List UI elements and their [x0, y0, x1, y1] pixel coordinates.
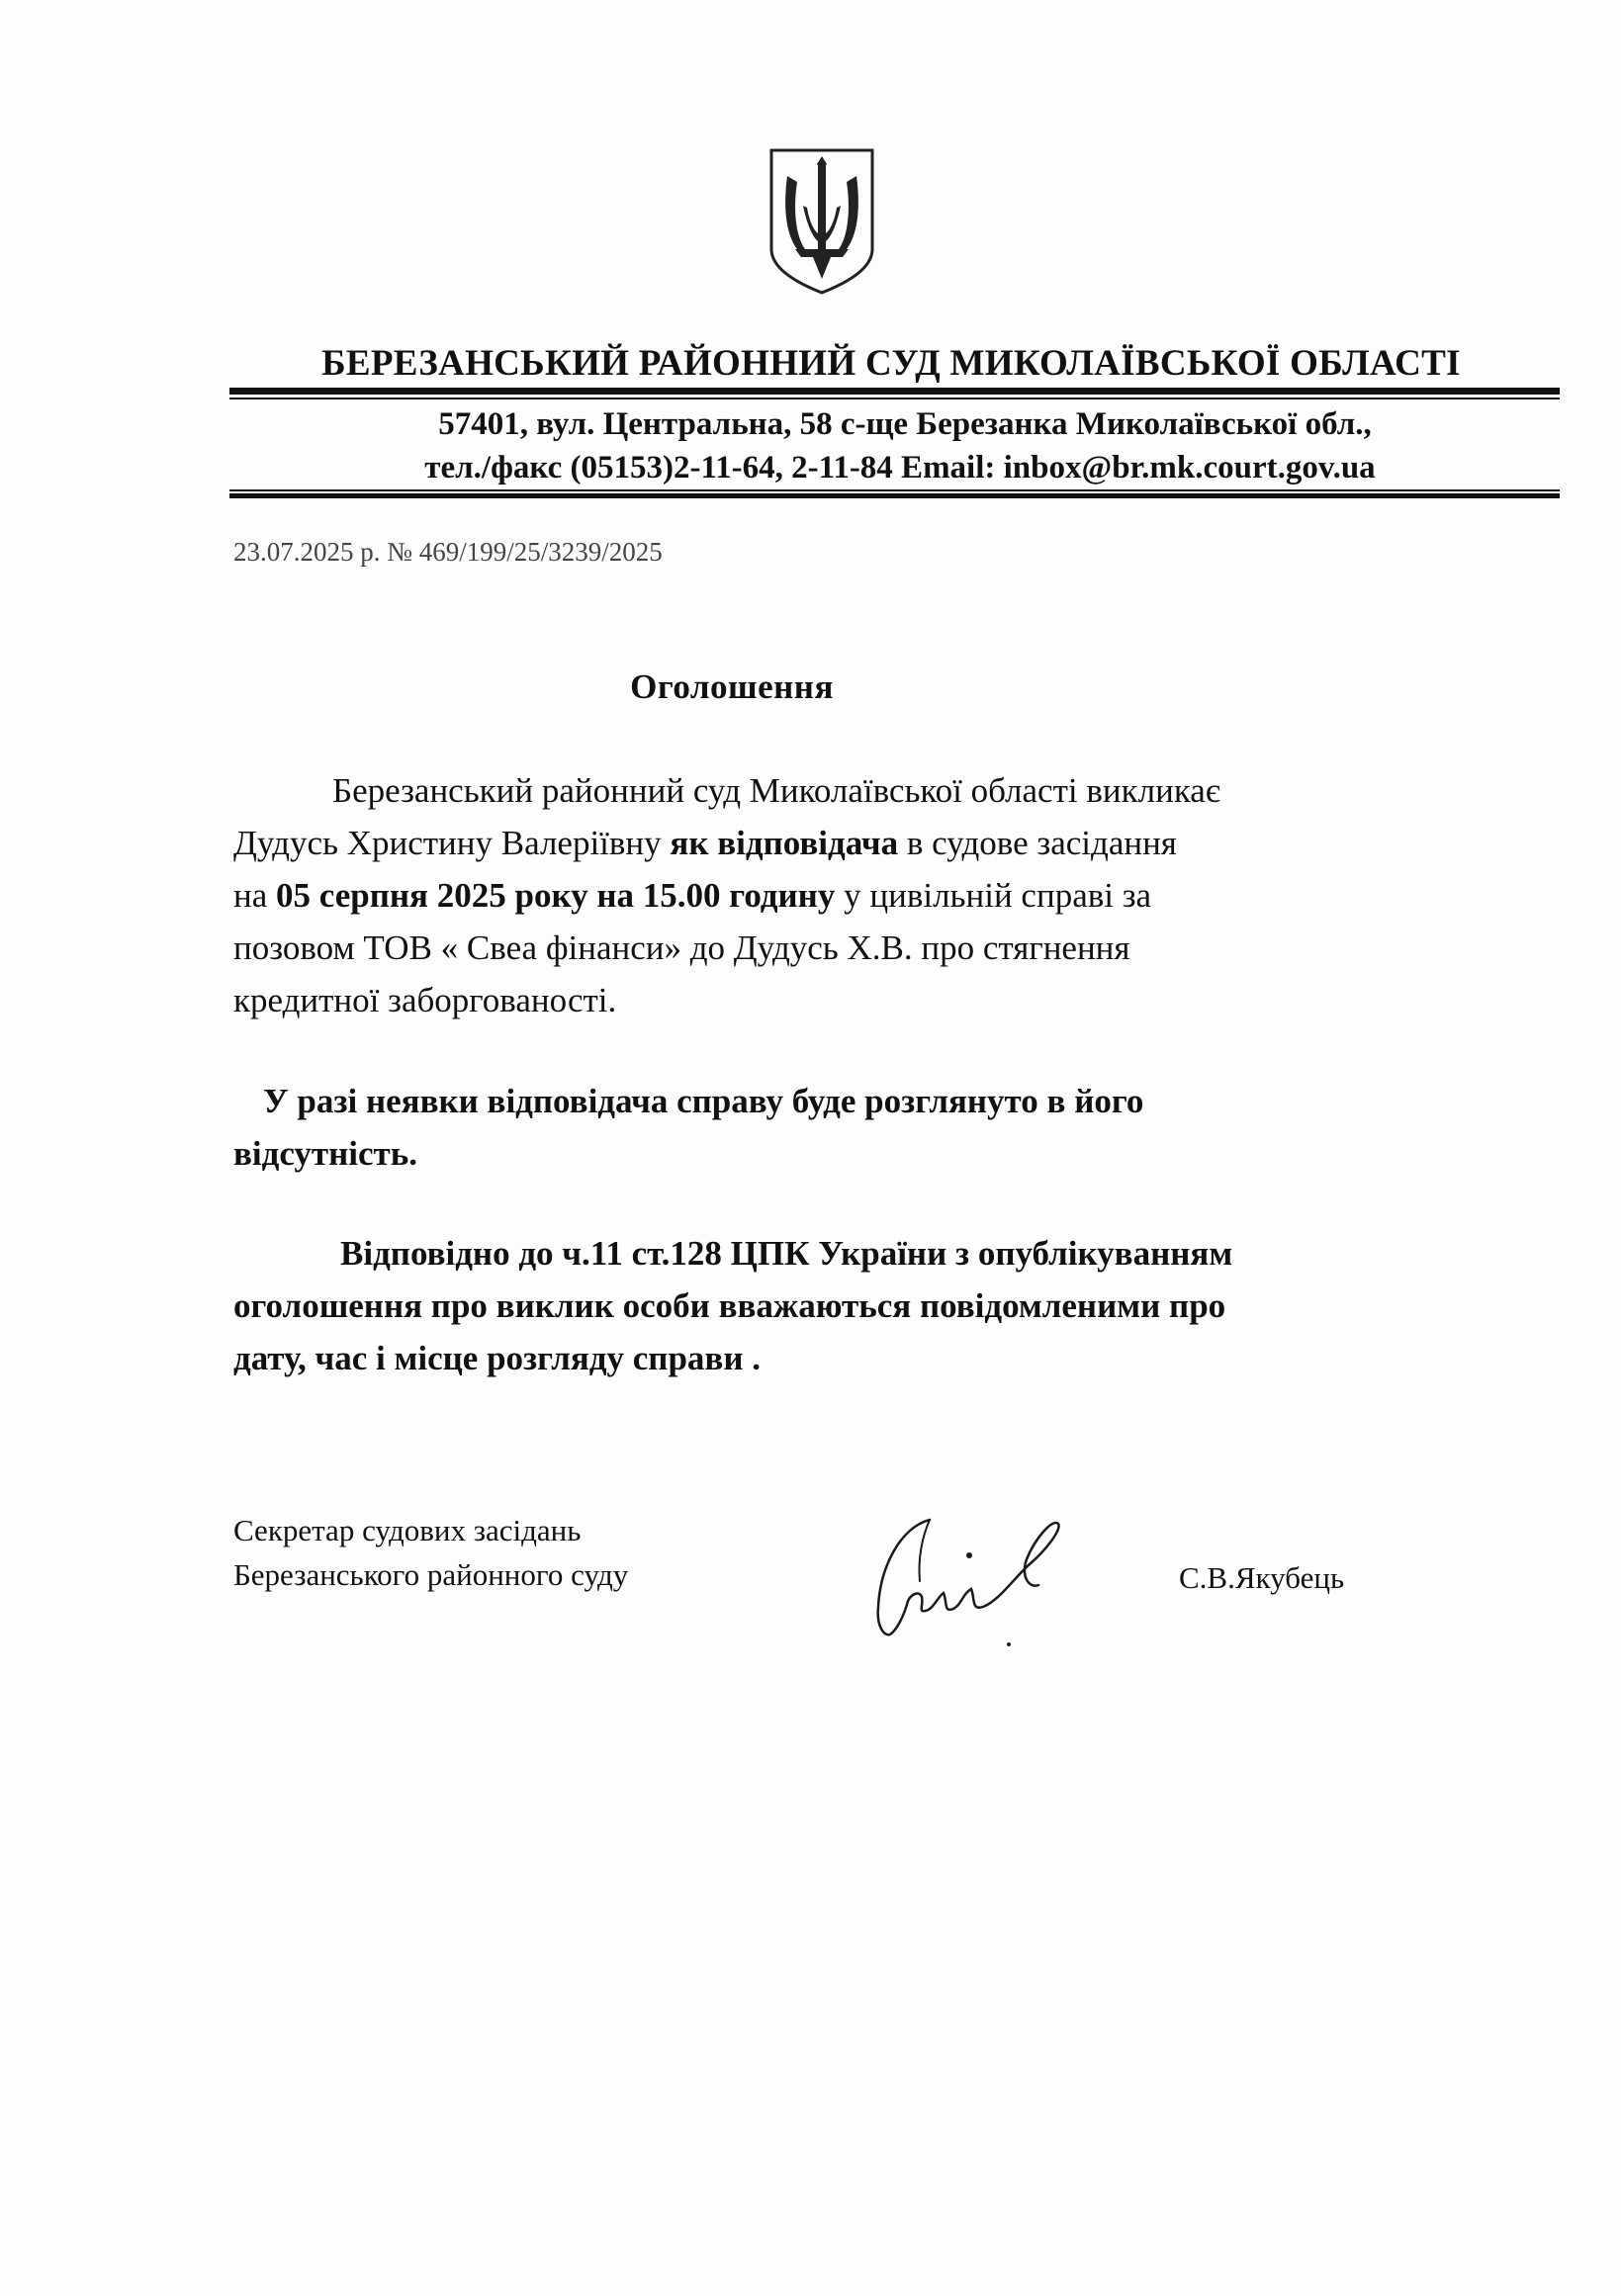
court-address: 57401, вул. Центральна, 58 с-ще Березанка Миколаївської обл.,: [438, 406, 1372, 442]
paragraph-line: Відповідно до ч.11 ст.128 ЦПК України з опублікуванням: [340, 1234, 1233, 1273]
paragraph-line: кредитної заборгованості.: [233, 981, 617, 1019]
legal-basis-paragraph: [233, 1227, 1519, 1384]
absence-warning-paragraph: [233, 1075, 1480, 1180]
signatory-title: [233, 1508, 628, 1597]
summons-paragraph: [233, 764, 1480, 1026]
coat-of-arms-emblem: [767, 146, 876, 297]
signatory-title-line: Березанського районного суду: [233, 1557, 629, 1592]
document-reference: 23.07.2025 р. № 469/199/25/3239/2025: [233, 537, 663, 567]
court-name: БЕРЕЗАНСЬКИЙ РАЙОННИЙ СУД МИКОЛАЇВСЬКОЇ ОБЛАСТІ: [321, 343, 1461, 384]
signatory-name: С.В.Якубець: [1179, 1560, 1345, 1595]
paragraph-line: позовом ТОВ « Свеа фінанси» до Дудусь Х.В. про стягнення: [233, 928, 1130, 967]
court-contacts: тел./факс (05153)2-11-64, 2-11-84 Email: inbox@br.mk.court.gov.ua: [424, 450, 1376, 486]
header-divider: [229, 493, 1560, 498]
paragraph-line: дату, час і місце розгляду справи .: [233, 1339, 761, 1377]
paragraph-line: Дудусь Христину Валеріївну як відповідача в судове засідання: [233, 824, 1177, 862]
header-divider: [229, 489, 1560, 491]
header-divider: [229, 397, 1560, 399]
paragraph-line: Березанський районний суд Миколаївської області викликає: [332, 771, 1220, 810]
paragraph-line: У разі неявки відповідача справу буде розглянуто в його: [263, 1082, 1144, 1120]
paragraph-line: відсутність.: [233, 1134, 417, 1173]
header-divider: [229, 388, 1560, 395]
handwritten-signature: [860, 1498, 1157, 1656]
paragraph-line: на 05 серпня 2025 року на 15.00 годину у цивільній справі за: [233, 876, 1152, 915]
paragraph-line: оголошення про виклик особи вважаються повідомленими про: [233, 1286, 1226, 1325]
signatory-title-line: Секретар судових засідань: [233, 1513, 582, 1547]
document-heading: Оголошення: [630, 667, 834, 706]
